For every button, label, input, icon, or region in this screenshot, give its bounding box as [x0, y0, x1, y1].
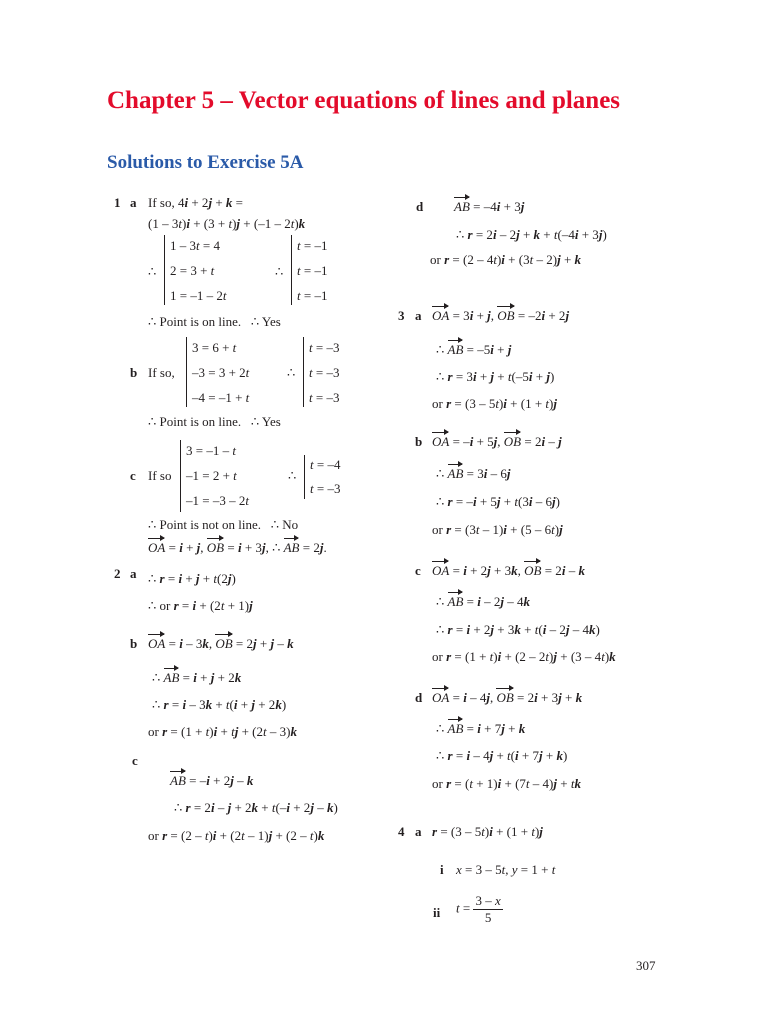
equation-2d-line3: or r = (2 – 4t)i + (3t – 2)j + k: [430, 252, 582, 267]
brace-1c-right: [304, 455, 305, 499]
equation-3b-line1: OA = –i + 5j, OB = 2i – j: [432, 434, 562, 449]
page-number: 307: [636, 958, 656, 973]
equation-3b-line4: or r = (3t – 1)i + (5 – 6t)j: [432, 522, 563, 537]
sol-1c-2: t = –3: [310, 481, 341, 496]
sol-1c-1: t = –4: [310, 457, 341, 472]
conclusion-1c: ∴ Point is not on line. ∴ No: [148, 517, 299, 532]
equation-4a-ii: t = $\frac{3 - x}{5}$: [456, 893, 501, 925]
equation-2b-line3: ∴ r = i – 3k + t(i + j + 2k): [152, 697, 287, 712]
equation-2d-line2: ∴ r = 2i – 2j + k + t(–4i + 3j): [456, 227, 607, 242]
equation-3c-line2: ∴ AB = i – 2j – 4k: [436, 594, 531, 609]
equation-4a-i: x = 3 – 5t, y = 1 + t: [456, 862, 556, 877]
equation-4a: r = (3 – 5t)i + (1 + t)j: [432, 824, 543, 839]
equation-2c-line3: or r = (2 – t)i + (2t – 1)j + (2 – t)k: [148, 828, 325, 843]
eq-1b-1: 3 = 6 + t: [192, 340, 237, 355]
eq-1c-3: –1 = –3 – 2t: [186, 493, 249, 508]
equation-2b-line4: or r = (1 + t)i + tj + (2t – 3)k: [148, 724, 297, 739]
equation-3a-line1: OA = 3i + j, OB = –2i + 2j: [432, 308, 570, 323]
part-label-4a-ii: ii: [433, 905, 441, 920]
sol-1a-3: t = –1: [297, 288, 328, 303]
sol-1a-2: t = –1: [297, 263, 328, 278]
part-label-4a-i: i: [440, 862, 444, 877]
brace-1a-left: [164, 235, 165, 305]
part-label-1a: a: [130, 195, 137, 210]
eq-1a-2: 2 = 3 + t: [170, 263, 215, 278]
equation-2c-line1: AB = –i + 2j – k: [170, 773, 254, 788]
eq-1b-2: –3 = 3 + 2t: [192, 365, 250, 380]
eq-1c-2: –1 = 2 + t: [186, 468, 237, 483]
therefore-symbol: ∴: [148, 264, 157, 279]
part-label-3d: d: [415, 690, 423, 705]
eq-1c-1: 3 = –1 – t: [186, 443, 236, 458]
part-label-1c: c: [130, 468, 136, 483]
equation-2d-line1: AB = –4i + 3j: [454, 199, 525, 214]
question-number-3: 3: [398, 308, 405, 323]
equation-3a-line4: or r = (3 – 5t)i + (1 + t)j: [432, 396, 558, 411]
equation-2a-line1: ∴ r = i + j + t(2j): [148, 571, 236, 586]
question-number-4: 4: [398, 824, 405, 839]
therefore-symbol: ∴: [287, 365, 296, 380]
conclusion-1b: ∴ Point is on line. ∴ Yes: [148, 414, 281, 429]
part-label-2d: d: [416, 199, 424, 214]
therefore-symbol: ∴: [275, 264, 284, 279]
part-label-2a: a: [130, 566, 137, 581]
section-title: Solutions to Exercise 5A: [107, 152, 304, 173]
equation-3b-line2: ∴ AB = 3i – 6j: [436, 466, 511, 481]
equation-3d-line2: ∴ AB = i + 7j + k: [436, 721, 526, 736]
part-label-2c: c: [132, 753, 138, 768]
if-so-1b: If so,: [148, 365, 175, 380]
equation-3c-line1: OA = i + 2j + 3k, OB = 2i – k: [432, 563, 585, 578]
part-label-3a: a: [415, 308, 422, 323]
part-label-2b: b: [130, 636, 138, 651]
question-number-2: 2: [114, 566, 121, 581]
eq-1b-3: –4 = –1 + t: [192, 390, 250, 405]
conclusion-1a: ∴ Point is on line. ∴ Yes: [148, 314, 281, 329]
brace-1c-left: [180, 440, 181, 512]
equation-2c-line2: ∴ r = 2i – j + 2k + t(–i + 2j – k): [174, 800, 338, 815]
equation-2b-line1: OA = i – 3k, OB = 2j + j – k: [148, 636, 294, 651]
equation-2b-line2: ∴ AB = i + j + 2k: [152, 670, 242, 685]
sol-1b-1: t = –3: [309, 340, 340, 355]
therefore-symbol: ∴: [288, 468, 297, 483]
equation-3b-line3: ∴ r = –i + 5j + t(3i – 6j): [436, 494, 560, 509]
part-label-1b: b: [130, 365, 138, 380]
if-so-1c: If so: [148, 468, 172, 483]
eq-1a-1: 1 – 3t = 4: [170, 238, 220, 253]
brace-1b-right: [303, 337, 304, 407]
question-number-1: 1: [114, 195, 121, 210]
equation-3a-line2: ∴ AB = –5i + j: [436, 342, 512, 357]
equation-3d-line3: ∴ r = i – 4j + t(i + 7j + k): [436, 748, 568, 763]
equation-3a-line3: ∴ r = 3i + j + t(–5i + j): [436, 369, 555, 384]
sol-1b-3: t = –3: [309, 390, 340, 405]
equation-3c-line3: ∴ r = i + 2j + 3k + t(i – 2j – 4k): [436, 622, 600, 637]
chapter-title: Chapter 5 – Vector equations of lines and planes: [107, 87, 621, 114]
equation-1a-line2: (1 – 3t)i + (3 + t)j + (–1 – 2t)k: [148, 216, 306, 231]
part-label-3c: c: [415, 563, 421, 578]
equation-2a-line2: ∴ or r = i + (2t + 1)j: [148, 598, 253, 613]
equation-1a-line1: If so, 4i + 2j + k =: [148, 195, 243, 210]
equation-3d-line1: OA = i – 4j, OB = 2i + 3j + k: [432, 690, 583, 705]
equation-1c-oa-ob: OA = i + j, OB = i + 3j, ∴ AB = 2j.: [148, 540, 327, 555]
brace-1b-left: [186, 337, 187, 407]
equation-3d-line4: or r = (t + 1)i + (7t – 4)j + tk: [432, 776, 581, 791]
part-label-3b: b: [415, 434, 423, 449]
part-label-4a: a: [415, 824, 422, 839]
equation-3c-line4: or r = (1 + t)i + (2 – 2t)j + (3 – 4t)k: [432, 649, 616, 664]
sol-1b-2: t = –3: [309, 365, 340, 380]
sol-1a-1: t = –1: [297, 238, 328, 253]
eq-1a-3: 1 = –1 – 2t: [170, 288, 227, 303]
brace-1a-right: [291, 235, 292, 305]
